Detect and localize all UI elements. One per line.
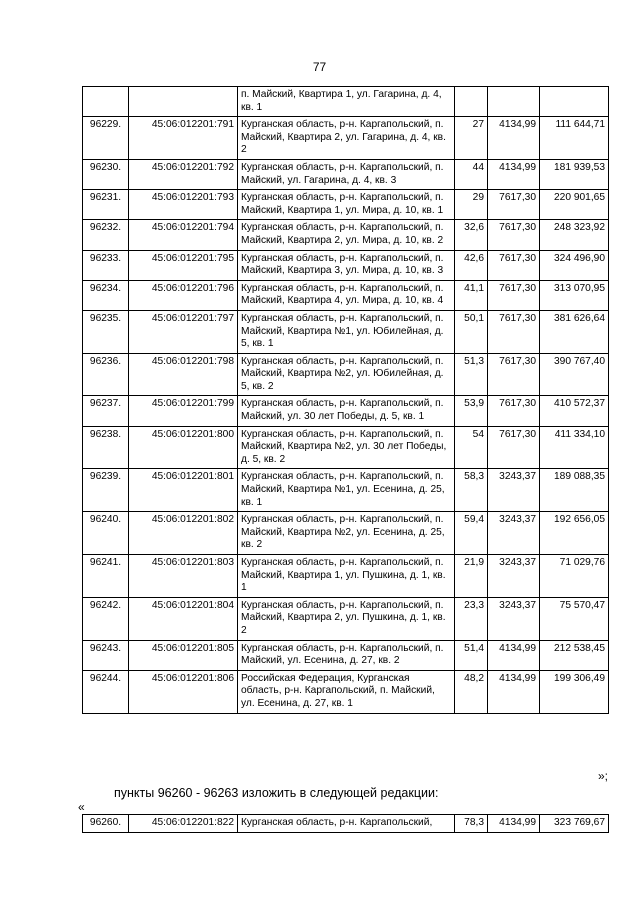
unit-price: 3243,37 — [488, 555, 540, 598]
property-address: Курганская область, р-н. Каргапольский, п. Майский, ул. Гагарина, д. 4, кв. 3 — [238, 159, 455, 189]
property-address: Курганская область, р-н. Каргапольский, п. Майский, Квартира 2, ул. Гагарина, д. 4, кв. 2 — [238, 117, 455, 160]
property-address: Курганская область, р-н. Каргапольский, п. Майский, Квартира 3, ул. Мира, д. 10, кв. 3 — [238, 250, 455, 280]
cadastral-value: 411 334,10 — [540, 426, 609, 469]
table-row — [83, 426, 609, 469]
unit-price: 4134,99 — [488, 159, 540, 189]
row-number: 96233. — [83, 250, 129, 280]
area-value: 44 — [455, 159, 488, 189]
page-number: 77 — [312, 60, 327, 74]
property-address: Курганская область, р-н. Каргапольский, п. Майский, ул. Есенина, д. 27, кв. 2 — [238, 640, 455, 670]
cadastral-number: 45:06:012201:822 — [129, 815, 238, 833]
cadastral-value: 212 538,45 — [540, 640, 609, 670]
amended-property-table — [82, 814, 609, 833]
row-number: 96230. — [83, 159, 129, 189]
row-number: 96243. — [83, 640, 129, 670]
cadastral-number: 45:06:012201:805 — [129, 640, 238, 670]
table-row — [83, 815, 609, 833]
unit-price — [488, 87, 540, 117]
cadastral-number: 45:06:012201:804 — [129, 597, 238, 640]
cadastral-value: 189 088,35 — [540, 469, 609, 512]
cadastral-number: 45:06:012201:806 — [129, 670, 238, 713]
table-row — [83, 670, 609, 713]
row-number: 96238. — [83, 426, 129, 469]
cadastral-value: 75 570,47 — [540, 597, 609, 640]
row-number: 96239. — [83, 469, 129, 512]
cadastral-value: 199 306,49 — [540, 670, 609, 713]
cadastral-value: 181 939,53 — [540, 159, 609, 189]
table-row — [83, 555, 609, 598]
unit-price: 7617,30 — [488, 353, 540, 396]
cadastral-number: 45:06:012201:794 — [129, 220, 238, 250]
cadastral-number: 45:06:012201:796 — [129, 280, 238, 310]
property-address: Курганская область, р-н. Каргапольский, п. Майский, Квартира №1, ул. Есенина, д. 25, кв. 1 — [238, 469, 455, 512]
cadastral-number — [129, 87, 238, 117]
cadastral-value: 111 644,71 — [540, 117, 609, 160]
unit-price: 3243,37 — [488, 597, 540, 640]
unit-price: 7617,30 — [488, 426, 540, 469]
cadastral-value: 313 070,95 — [540, 280, 609, 310]
table-row — [83, 310, 609, 353]
row-number: 96232. — [83, 220, 129, 250]
cadastral-value: 390 767,40 — [540, 353, 609, 396]
unit-price: 7617,30 — [488, 280, 540, 310]
area-value: 29 — [455, 190, 488, 220]
cadastral-number: 45:06:012201:791 — [129, 117, 238, 160]
unit-price: 7617,30 — [488, 250, 540, 280]
area-value: 53,9 — [455, 396, 488, 426]
unit-price: 7617,30 — [488, 220, 540, 250]
cadastral-number: 45:06:012201:793 — [129, 190, 238, 220]
area-value: 23,3 — [455, 597, 488, 640]
property-address: Курганская область, р-н. Каргапольский, п. Майский, Квартира №2, ул. Есенина, д. 25, кв. 2 — [238, 512, 455, 555]
table-row — [83, 640, 609, 670]
cadastral-number: 45:06:012201:803 — [129, 555, 238, 598]
cadastral-number: 45:06:012201:799 — [129, 396, 238, 426]
unit-price: 4134,99 — [488, 117, 540, 160]
row-number: 96237. — [83, 396, 129, 426]
area-value: 51,3 — [455, 353, 488, 396]
table-row — [83, 280, 609, 310]
unit-price: 4134,99 — [488, 640, 540, 670]
row-number: 96240. — [83, 512, 129, 555]
property-address: Курганская область, р-н. Каргапольский, п. Майский, Квартира 4, ул. Мира, д. 10, кв. 4 — [238, 280, 455, 310]
unit-price: 7617,30 — [488, 310, 540, 353]
area-value: 42,6 — [455, 250, 488, 280]
unit-price: 4134,99 — [488, 670, 540, 713]
table-row — [83, 250, 609, 280]
area-value: 59,4 — [455, 512, 488, 555]
cadastral-number: 45:06:012201:792 — [129, 159, 238, 189]
cadastral-number: 45:06:012201:802 — [129, 512, 238, 555]
row-number: 96235. — [83, 310, 129, 353]
property-address: Курганская область, р-н. Каргапольский, п. Майский, Квартира 1, ул. Пушкина, д. 1, кв. 1 — [238, 555, 455, 598]
property-table — [82, 86, 609, 714]
table-row — [83, 190, 609, 220]
table-row — [83, 512, 609, 555]
area-value: 51,4 — [455, 640, 488, 670]
cadastral-value: 192 656,05 — [540, 512, 609, 555]
row-number: 96242. — [83, 597, 129, 640]
area-value: 27 — [455, 117, 488, 160]
cadastral-value: 248 323,92 — [540, 220, 609, 250]
property-address: Курганская область, р-н. Каргапольский, п. Майский, ул. 30 лет Победы, д. 5, кв. 1 — [238, 396, 455, 426]
amendment-instruction: пункты 96260 - 96263 изложить в следующей редакции: — [114, 786, 439, 800]
cadastral-value: 381 626,64 — [540, 310, 609, 353]
cadastral-value: 220 901,65 — [540, 190, 609, 220]
row-number: 96234. — [83, 280, 129, 310]
unit-price: 7617,30 — [488, 396, 540, 426]
row-number: 96236. — [83, 353, 129, 396]
area-value: 50,1 — [455, 310, 488, 353]
unit-price: 7617,30 — [488, 190, 540, 220]
closing-quote: »; — [598, 769, 609, 783]
row-number: 96229. — [83, 117, 129, 160]
property-address: п. Майский, Квартира 1, ул. Гагарина, д. 4, кв. 1 — [238, 87, 455, 117]
property-address: Курганская область, р-н. Каргапольский, п. Майский, Квартира 2, ул. Мира, д. 10, кв. 2 — [238, 220, 455, 250]
cadastral-number: 45:06:012201:795 — [129, 250, 238, 280]
area-value: 58,3 — [455, 469, 488, 512]
cadastral-number: 45:06:012201:798 — [129, 353, 238, 396]
property-address: Российская Федерация, Курганская область, р-н. Каргапольский, п. Майский, ул. Есенина, д. 27, кв. 1 — [238, 670, 455, 713]
cadastral-number: 45:06:012201:797 — [129, 310, 238, 353]
cadastral-value: 410 572,37 — [540, 396, 609, 426]
cadastral-value: 323 769,67 — [540, 815, 609, 833]
area-value — [455, 87, 488, 117]
row-number — [83, 87, 129, 117]
cadastral-number: 45:06:012201:801 — [129, 469, 238, 512]
row-number: 96231. — [83, 190, 129, 220]
property-address: Курганская область, р-н. Каргапольский, п. Майский, Квартира №2, ул. Юбилейная, д. 5, кв. 2 — [238, 353, 455, 396]
unit-price: 4134,99 — [488, 815, 540, 833]
cadastral-value — [540, 87, 609, 117]
table-row — [83, 353, 609, 396]
table-row — [83, 396, 609, 426]
opening-quote: « — [78, 800, 85, 814]
area-value: 78,3 — [455, 815, 488, 833]
property-address: Курганская область, р-н. Каргапольский, п. Майский, Квартира 1, ул. Мира, д. 10, кв. 1 — [238, 190, 455, 220]
area-value: 32,6 — [455, 220, 488, 250]
unit-price: 3243,37 — [488, 469, 540, 512]
table-row — [83, 220, 609, 250]
area-value: 48,2 — [455, 670, 488, 713]
row-number: 96260. — [83, 815, 129, 833]
table-row — [83, 87, 609, 117]
unit-price: 3243,37 — [488, 512, 540, 555]
area-value: 21,9 — [455, 555, 488, 598]
table-row — [83, 597, 609, 640]
table-row — [83, 117, 609, 160]
property-address: Курганская область, р-н. Каргапольский, п. Майский, Квартира №1, ул. Юбилейная, д. 5, кв. 1 — [238, 310, 455, 353]
table-row — [83, 159, 609, 189]
table-row — [83, 469, 609, 512]
property-address: Курганская область, р-н. Каргапольский, п. Майский, Квартира 2, ул. Пушкина, д. 1, кв. 2 — [238, 597, 455, 640]
row-number: 96241. — [83, 555, 129, 598]
cadastral-value: 71 029,76 — [540, 555, 609, 598]
cadastral-value: 324 496,90 — [540, 250, 609, 280]
property-address: Курганская область, р-н. Каргапольский, — [238, 815, 455, 833]
row-number: 96244. — [83, 670, 129, 713]
cadastral-number: 45:06:012201:800 — [129, 426, 238, 469]
area-value: 54 — [455, 426, 488, 469]
property-address: Курганская область, р-н. Каргапольский, п. Майский, Квартира №2, ул. 30 лет Победы, д. 5, кв. 2 — [238, 426, 455, 469]
area-value: 41,1 — [455, 280, 488, 310]
